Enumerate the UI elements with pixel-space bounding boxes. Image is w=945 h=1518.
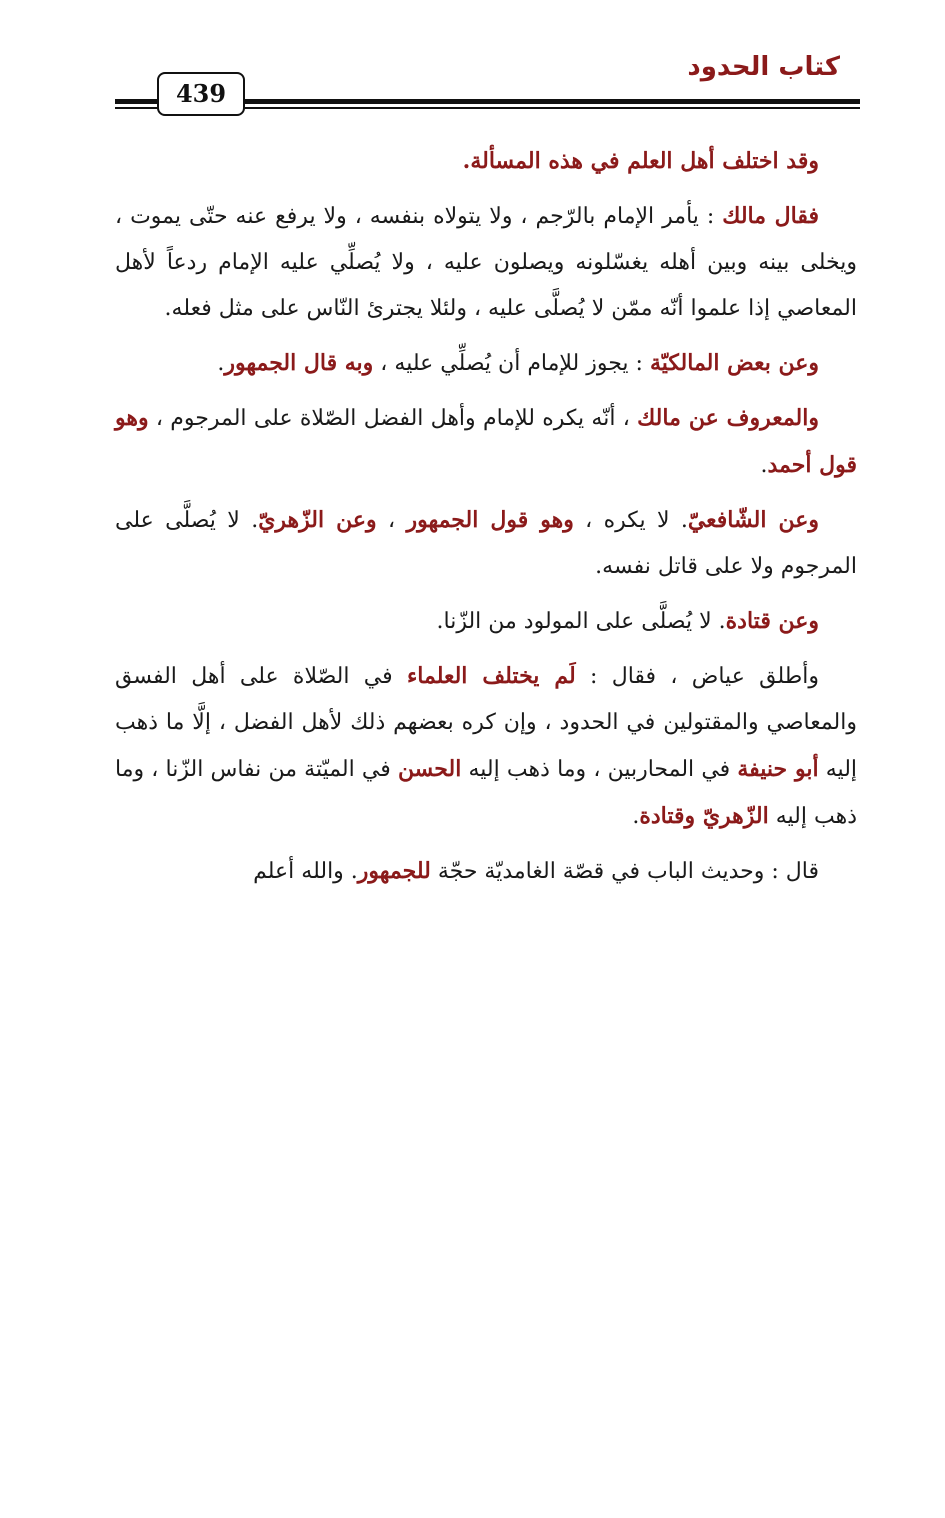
paragraph-6: [115, 598, 857, 645]
book-title: كتاب الحدود: [687, 52, 840, 82]
paragraph-2-text: : يأمر الإمام بالرّجم ، ولا يتولاه بنفسه ، ولا يرفع عنه حتّى يموت ، ويخلى بينه وبين أهله يغسّلونه ويصلون عليه ، ولا يُصلِّي عليه الإمام ردعاً لأهل المعاصي إذا علموا أنّه ممّن لا يُصلَّى عليه ، ولئلا يجترئ النّاس على مثل فعله.: [115, 204, 857, 321]
paragraph-5-text: . لا يكره ،: [573, 508, 688, 533]
paragraph-3-end: .: [217, 351, 225, 376]
paragraph-5-end: . لا يُصلَّى على المرجوم ولا على قاتل نفسه.: [115, 508, 857, 579]
paragraph-5: [115, 497, 857, 590]
highlight-jumhur: وبه قال الجمهور: [224, 350, 374, 376]
highlight-lil-jumhur: للجمهور: [357, 858, 431, 884]
paragraph-7: [115, 653, 857, 840]
highlight-maruf-malik: والمعروف عن مالك: [637, 405, 819, 431]
paragraph-7-c: في المحاربين ، وما ذهب إليه: [461, 757, 738, 782]
highlight-malik: فقال مالك: [722, 203, 819, 229]
paragraph-7-b: في الصّلاة على أهل الفسق والمعاصي والمقتولين في الحدود ، وإن كره بعضهم ذلك لأهل الفضل ، إلَّا ما ذهب إليه: [115, 664, 858, 782]
highlight-zuhri-qatada: الزّهريّ وقتادة: [639, 803, 769, 829]
highlight-hasan: الحسن: [397, 756, 462, 782]
paragraph-8-b: . والله أعلم: [253, 859, 358, 884]
paragraph-7-a: وأطلق عياض ، فقال :: [575, 664, 819, 689]
paragraph-7-e: .: [632, 804, 640, 829]
paragraph-1: [115, 138, 857, 185]
paragraph-4: [115, 395, 857, 489]
paragraph-7-d: في الميّتة من نفاس الزّنا ، وما ذهب إليه: [115, 757, 857, 829]
highlight-malikiyya: وعن بعض المالكيّة: [649, 350, 819, 376]
highlight-ulama: لَم يختلف العلماء: [406, 663, 576, 689]
page-body: [115, 138, 857, 895]
paragraph-5-mid: ،: [376, 508, 407, 533]
highlight-jumhur-2: وهو قول الجمهور: [406, 507, 574, 533]
paragraph-2: [115, 193, 857, 332]
intro-sentence: وقد اختلف أهل العلم في هذه المسألة.: [462, 148, 819, 174]
page-header: [0, 0, 945, 120]
paragraph-6-text: . لا يُصلَّى على المولود من الزّنا.: [436, 609, 726, 634]
paragraph-3: [115, 340, 857, 387]
highlight-abu-hanifa: أبو حنيفة: [737, 756, 819, 782]
highlight-zuhri: وعن الزّهريّ: [258, 507, 377, 533]
highlight-ahmad: وهو قول أحمد: [115, 405, 857, 478]
highlight-shafii: وعن الشّافعيّ: [687, 507, 819, 533]
paragraph-8: [115, 848, 857, 895]
paragraph-4-end: .: [760, 453, 768, 478]
paragraph-3-text: : يجوز للإمام أن يُصلِّي عليه ،: [373, 351, 650, 376]
paragraph-8-a: قال : وحديث الباب في قصّة الغامديّة حجّة: [430, 859, 819, 884]
page-number: 439: [157, 72, 245, 116]
paragraph-4-text: ، أنّه يكره للإمام وأهل الفضل الصّلاة على المرجوم ،: [148, 406, 638, 431]
highlight-qatada: وعن قتادة: [725, 608, 819, 634]
